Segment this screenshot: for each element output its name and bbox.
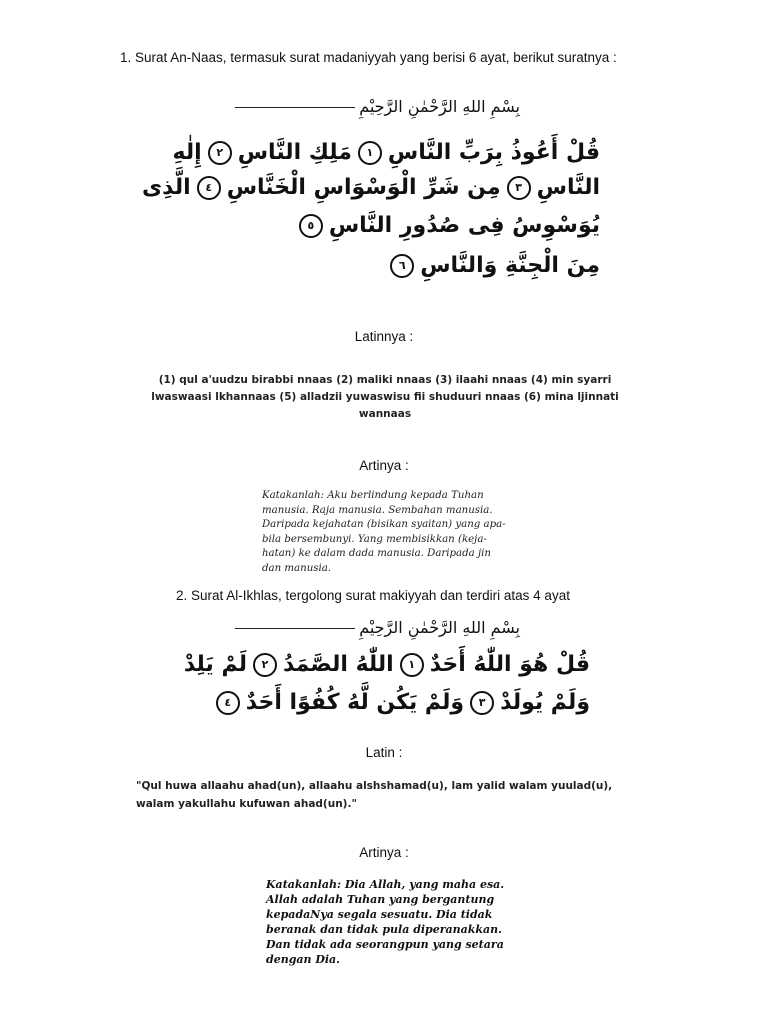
section2-arti-label: Artinya : xyxy=(359,845,409,860)
latin-line: walam yakullahu kufuwan ahad(un)." xyxy=(136,798,357,810)
bismillah-stroke xyxy=(235,107,355,108)
ayah-text: وَلَمْ يُولَدْ xyxy=(500,690,590,715)
arti-line: bila bersembunyi. Yang membisikkan (keja- xyxy=(262,533,487,545)
arti-line: Katakanlah: Dia Allah, yang maha esa. xyxy=(266,878,505,891)
arti-line: Dan tidak ada seorangpun yang setara xyxy=(266,938,504,951)
ayah-text: مِنَ الْجِنَّةِ وَالنَّاسِ xyxy=(420,253,600,278)
ayah-text: النَّاسِ xyxy=(536,175,600,200)
section1-bismillah xyxy=(280,97,520,116)
ayah-number-marker: ١ xyxy=(400,653,424,677)
ayah-number-marker: ٤ xyxy=(197,176,221,200)
ayah-text: اللّٰهُ الصَّمَدُ xyxy=(282,652,394,677)
ayah-number-marker: ٥ xyxy=(299,214,323,238)
ayah-text: يُوَسْوِسُ فِى صُدُورِ النَّاسِ xyxy=(328,213,600,238)
arti-line: Katakanlah: Aku berlindung kepada Tuhan xyxy=(262,490,484,501)
section1-heading: 1. Surat An-Naas, termasuk surat madaniyyah yang berisi 6 ayat, berikut suratnya : xyxy=(120,50,617,65)
section2-arti-block xyxy=(266,877,536,967)
arti-line: dan manusia. xyxy=(262,562,332,574)
ayah-text: قُلْ هُوَ اللّٰهُ أَحَدٌ xyxy=(429,652,590,677)
section2-latin-block xyxy=(136,777,656,813)
ayah-number-marker: ٢ xyxy=(208,141,232,165)
ayah-text: إِلٰهِ xyxy=(172,140,202,165)
ayah-text: لَمْ يَلِدْ xyxy=(183,652,247,677)
latin-line: lwaswaasi lkhannaas (5) alladzii yuwaswisu fii shuduuri nnaas (6) mina ljinnati xyxy=(151,391,619,403)
ayah-text: الَّذِى xyxy=(142,175,191,200)
arti-line: kepadaNya segala sesuatu. Dia tidak xyxy=(266,908,493,921)
section2-ayah-line-1 xyxy=(183,652,590,677)
ayah-number-marker: ٦ xyxy=(390,254,414,278)
ayah-number-marker: ٣ xyxy=(507,176,531,200)
section1-ayah-line-4 xyxy=(180,253,600,278)
bismillah-text: بِسْمِ اللهِ الرَّحْمٰنِ الرَّحِيْمِ xyxy=(359,97,520,116)
bismillah-stroke xyxy=(235,628,355,629)
section1-latin-label: Latinnya : xyxy=(354,329,414,344)
latin-line: "Qul huwa allaahu ahad(un), allaahu alshshamad(u), lam yalid walam yuulad(u), xyxy=(136,780,613,792)
ayah-number-marker: ٣ xyxy=(470,691,494,715)
section1-latin-block xyxy=(150,372,620,423)
section2-heading: 2. Surat Al-Ikhlas, tergolong surat makiyyah dan terdiri atas 4 ayat xyxy=(176,588,570,603)
ayah-number-marker: ٢ xyxy=(253,653,277,677)
ayah-text: قُلْ أَعُوذُ بِرَبِّ النَّاسِ xyxy=(387,140,600,165)
section1-ayah-line-3 xyxy=(180,213,600,238)
section2-bismillah xyxy=(270,618,520,637)
bismillah-text: بِسْمِ اللهِ الرَّحْمٰنِ الرَّحِيْمِ xyxy=(359,618,520,637)
arti-line: manusia. Raja manusia. Sembahan manusia. xyxy=(262,504,493,516)
arti-line: Daripada kejahatan (bisikan syaitan) yang apa- xyxy=(262,519,506,530)
section1-arti-block xyxy=(262,489,537,576)
ayah-text: مِن شَرِّ الْوَسْوَاسِ الْخَنَّاسِ xyxy=(226,175,501,200)
section1-arti-label: Artinya : xyxy=(359,458,409,473)
arti-line: Allah adalah Tuhan yang bergantung xyxy=(266,893,495,906)
section2-ayah-line-2 xyxy=(190,690,590,715)
ayah-text: وَلَمْ يَكُن لَّهُ كُفُوًا أَحَدٌ xyxy=(245,690,465,715)
section2-latin-label: Latin : xyxy=(365,745,403,760)
ayah-number-marker: ١ xyxy=(358,141,382,165)
ayah-number-marker: ٤ xyxy=(216,691,240,715)
arti-line: dengan Dia. xyxy=(266,953,341,966)
latin-line: wannaas xyxy=(358,408,412,420)
section1-ayah-line-1 xyxy=(172,140,600,165)
latin-line: (1) qul a'uudzu birabbi nnaas (2) maliki nnaas (3) ilaahi nnaas (4) min syarri xyxy=(158,374,612,386)
section1-ayah-line-2 xyxy=(142,175,600,200)
arti-line: beranak dan tidak pula diperanakkan. xyxy=(266,923,502,936)
ayah-text: مَلِكِ النَّاسِ xyxy=(237,140,352,165)
arti-line: hatan) ke dalam dada manusia. Daripada jin xyxy=(262,548,491,559)
